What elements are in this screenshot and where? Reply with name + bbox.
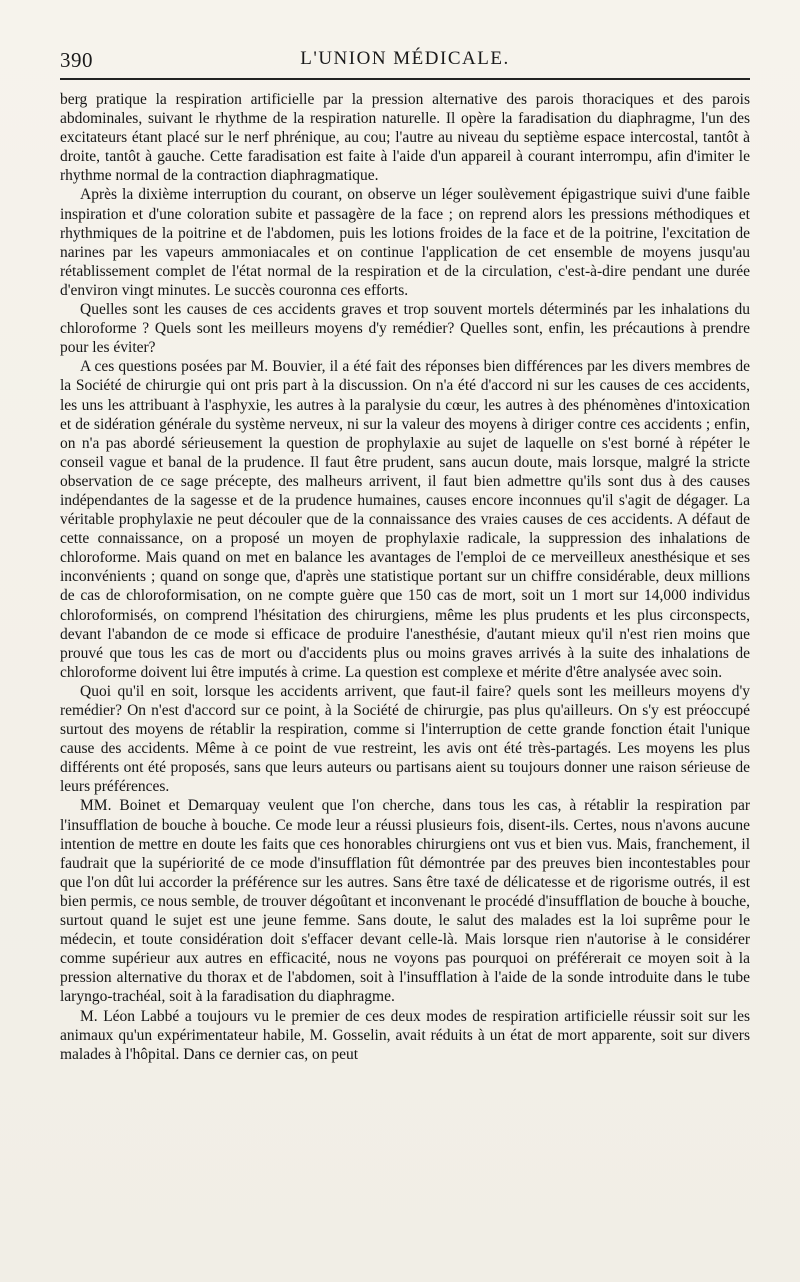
running-title: L'UNION MÉDICALE.: [300, 48, 510, 69]
paragraph: A ces questions posées par M. Bouvier, il a été fait des réponses bien différences par les divers membres de la Société de chirurgie qui ont pris part à la discussion. On n'a été d'accord ni sur les causes de ces accidents, les uns les attribuant à l'asphyxie, les autres à la paralysie du cœur, les autres à des phénomènes d'intoxication et de sidération générale du système nerveux, ni sur la valeur des moyens à diriger contre ces accidents ; enfin, on n'a pas abordé sérieusement la question de prophylaxie au sujet de laquelle on s'est borné à répéter le conseil vague et banal de la prudence. Il faut être prudent, sans aucun doute, mais lorsque, malgré la stricte observation de ce sage précepte, des malheurs arrivent, il faut bien admettre qu'ils sont dus à des causes indépendantes de la sagesse et de la prudence humaines, causes encore inconnues qu'il s'agit de dégager. La véritable prophylaxie ne peut découler que de la connaissance des vraies causes de ces accidents. A défaut de cette connaissance, on a proposé un moyen de prophylaxie radicale, la suppression des inhalations de chloroforme. Mais quand on met en balance les avantages de l'emploi de ce merveilleux anesthésique et ses inconvénients ; quand on songe que, d'après une statistique portant sur un chiffre considérable, deux millions de cas de chloroformisation, on ne compte guère que 150 cas de mort, soit un 1 mort sur 14,000 individus chloroformisés, on comprend l'hésitation des chirurgiens, même les plus prudents et les plus circonspects, devant l'abandon de ce mode si efficace de produire l'anesthésie, d'autant mieux qu'il n'est rien moins que prouvé que tous les cas de mort ou d'accidents plus ou moins graves arrivés à la suite des inhalations de chloroforme doivent lui être imputés à crime. La question est complexe et mérite d'être analysée avec soin.: [60, 358, 750, 681]
paragraph: M. Léon Labbé a toujours vu le premier de ces deux modes de respiration artificielle réussir soit sur les animaux qu'un expérimentateur habile, M. Gosselin, avait réduits à un état de mort apparente, soit sur divers malades à l'hôpital. Dans ce dernier cas, on peut: [60, 1007, 750, 1063]
page-number: 390: [60, 48, 93, 72]
header-rule: [60, 78, 750, 80]
paragraph: berg pratique la respiration artificielle par la pression alternative des parois thoraciques et des parois abdominales, suivant le rhythme de la respiration naturelle. Il opère la faradisation du diaphragme, l'un des excitateurs étant placé sur le nerf phrénique, au cou; l'autre au niveau du septième espace intercostal, tantôt à droite, tantôt à gauche. Cette faradisation est faite à l'aide d'un appareil à courant interrompu, afin d'imiter le rhythme normal de la contraction diaphragmatique.: [60, 91, 750, 185]
paragraph: MM. Boinet et Demarquay veulent que l'on cherche, dans tous les cas, à rétablir la respiration par l'insufflation de bouche à bouche. Ce mode leur a réussi plusieurs fois, disent-ils. Certes, nous n'avons aucune intention de mettre en doute les faits que ces honorables chirurgiens ont vus et bien vus. Mais, franchement, il faudrait que la supériorité de ce mode d'insufflation fût démontrée par des preuves bien incontestables pour que l'on dût lui accorder la préférence sur les autres. Sans être taxé de délicatesse et de rigorisme outrés, il est bien permis, ce nous semble, de trouver dégoûtant et inconvenant le procédé d'insufflation de bouche à bouche, surtout quand le sujet est une jeune femme. Sans doute, le salut des malades est la loi suprême pour le médecin, et toute considération doit s'effacer devant celle-là. Mais lorsque rien n'autorise à le considérer comme supérieur aux autres en efficacité, nous ne voyons pas pourquoi on préférerait ce moyen soit à la pression alternative du thorax et de l'abdomen, soit à l'insufflation à l'aide de la sonde introduite dans le tube laryngo-trachéal, soit à la faradisation du diaphragme.: [60, 797, 750, 1006]
paragraph: Quelles sont les causes de ces accidents graves et trop souvent mortels déterminés par les inhalations du chloroforme ? Quels sont les meilleurs moyens d'y remédier? Quelles sont, enfin, les précautions à prendre pour les éviter?: [60, 301, 750, 357]
paragraph: Quoi qu'il en soit, lorsque les accidents arrivent, que faut-il faire? quels sont les meilleurs moyens d'y remédier? On n'est d'accord sur ce point, à la Société de chirurgie, pas plus qu'ailleurs. On s'y est préoccupé surtout des moyens de rétablir la respiration, comme si l'interruption de cette grande fonction était l'unique cause des accidents. Même à ce point de vue restreint, les avis ont été très-partagés. Les moyens les plus différents ont été proposés, sans que leurs auteurs ou partisans aient su toujours donner une raison sérieuse de leurs préférences.: [60, 682, 750, 796]
page-header: [60, 44, 750, 74]
body-text: [60, 90, 750, 1064]
paragraph: Après la dixième interruption du courant, on observe un léger soulèvement épigastrique suivi d'une faible inspiration et d'une coloration subite et passagère de la face ; on reprend alors les pressions méthodiques et rhythmiques de la poitrine et de l'abdomen, puis les lotions froides de la face et de la poitrine, l'excitation de narines par les vapeurs ammoniacales et on continue l'application de cet ensemble de moyens jusqu'au rétablissement complet de l'état normal de la respiration et de la circulation, c'est-à-dire pendant une durée d'environ vingt minutes. Le succès couronna ces efforts.: [60, 186, 750, 299]
